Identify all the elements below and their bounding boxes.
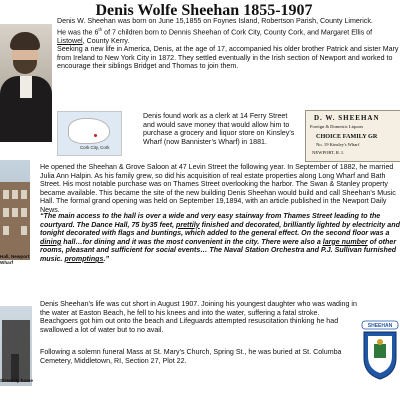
newspaper-quote: “The main access to the hall is over a wide and very easy stairway from Thames Street leading to the courtyard. The Dance Hall, 75 by35 feet, prettily finished and decorated, brilliantly lighted by electricity and tonight decorated with flags and buntings, which added to the general effect. On the second floor was a dining hall…for dining and it was the most convenient in the city. There were also a large number of other rooms, pleasant and sufficient for social events… The Naval Station Orchestra and P.J. Sullivan furnished music. promptings.” [40,212,400,263]
crest-label: SHEEHAN [367,323,393,329]
funeral-paragraph: Following a solemn funeral Mass at St. Mary’s Church, Spring St., he was buried at St. Columba Cemetery, Middletown, RI, Section 27, Plot 22. [40,348,342,365]
map-label: Cork City, Cork [80,145,110,150]
store-sign-image: D. W. SHEEHAN Foreign & Domestic Liquors CHOICE FAMILY GR No. 19 Kinsley's Wharf NEWPORT, R. I. [305,110,400,162]
portrait-photo [0,24,52,142]
store-paragraph: Denis found work as a clerk at 14 Ferry Street and would save money that would allow him to purchase a grocery and liquor store on Kinsley’s Wharf (now Bannister’s Wharf) in 1881. [143,112,295,146]
intro-line: Denis W. Sheehan was born on June 15,1855 on Foynes Island, Robertson Parish, County Limerick. [57,17,373,25]
building-caption: Hall, Newport Wharf [0,254,30,265]
map-marker-icon [94,134,97,137]
intro-line: encourage their siblings Bridget and Thomas to join them. [57,62,239,71]
church-caption: Street ily home [0,378,33,383]
death-paragraph: Denis Sheehan’s life was cut short in August 1907. Joining his youngest daughter who was wading in the water at Easton Beach, he fell to his knees and into the water, suffering a fatal stroke. Beachgoers got him out onto the beach and Lifeguards attempted resuscitation thinking he had swallowed a lot of water but to no avail. [40,300,357,334]
family-crest-icon [360,318,400,380]
intro-line: from Ireland to New York City in 1872. They settled eventually in the Irish section of Newport and worked to [57,53,393,62]
music-hall-photo [0,160,30,260]
music-hall-paragraph: He opened the Sheehan & Grove Saloon at 47 Levin Street the following year. In September of 1882, he married Julia Ann Halpin. As his family grew, so did his acquisition of real estate properties along Long Wharf and Bath Street. His most notable purchase was on Thames Street overlooking the harbor. The Swan & Stanley property became available. This became the site of the new building Denis Sheehan would build and call Sheehan's Music Hall. The formal grand opening was held on September 19,1894, with an article published in the Newport Daily News. [40,163,396,214]
ireland-map [57,111,122,156]
intro-paragraph [57,17,400,71]
church-photo [0,306,32,386]
page-title: Denis Wolfe Sheehan 1855-1907 [95,2,313,19]
intro-line: He was the 6th of 7 children born to Dennis Sheehan of Cork City, County Cork, and Margaret Ellis of [57,26,373,36]
intro-line: Listowel, County Kerry. [57,36,130,45]
intro-line: Seeking a new life in America, Denis, at the age of 17, accompanied his older brother Patrick and sister Mary [57,45,399,54]
